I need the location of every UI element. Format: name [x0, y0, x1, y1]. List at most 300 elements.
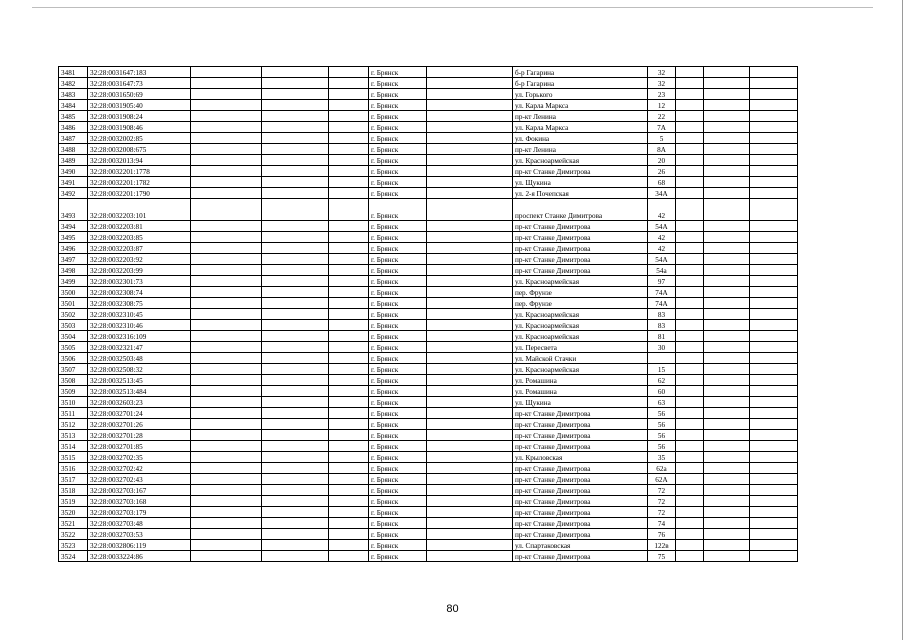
- empty-cell: [704, 67, 750, 78]
- empty-cell: [191, 375, 262, 386]
- empty-cell: [676, 386, 704, 397]
- house-number-cell: 30: [648, 342, 676, 353]
- empty-cell: [191, 452, 262, 463]
- cadastral-number-cell: 32:28:0032203:92: [88, 254, 191, 265]
- cadastral-number-cell: 32:28:0032308:74: [88, 287, 191, 298]
- city-cell: г. Брянск: [369, 111, 427, 122]
- empty-cell: [427, 496, 513, 507]
- row-number-cell: 3499: [59, 276, 88, 287]
- street-cell: пр-кт Станке Димитрова: [513, 441, 648, 452]
- empty-cell: [676, 419, 704, 430]
- house-number-cell: 42: [648, 232, 676, 243]
- table-row: [59, 386, 798, 397]
- row-number-cell: 3509: [59, 386, 88, 397]
- empty-cell: [750, 397, 798, 408]
- empty-cell: [329, 331, 369, 342]
- empty-cell: [262, 386, 329, 397]
- empty-cell: [262, 463, 329, 474]
- house-number-cell: 74А: [648, 298, 676, 309]
- house-number-cell: 122в: [648, 540, 676, 551]
- row-number-cell: 3523: [59, 540, 88, 551]
- row-number-cell: 3503: [59, 320, 88, 331]
- empty-cell: [262, 221, 329, 232]
- table-row: [59, 430, 798, 441]
- table-row: [59, 232, 798, 243]
- empty-cell: [329, 408, 369, 419]
- empty-cell: [704, 287, 750, 298]
- top-rule: [32, 7, 873, 8]
- empty-cell: [704, 320, 750, 331]
- empty-cell: [750, 166, 798, 177]
- empty-cell: [704, 276, 750, 287]
- empty-cell: [427, 540, 513, 551]
- empty-cell: [750, 496, 798, 507]
- table-row: [59, 243, 798, 254]
- table-row: [59, 177, 798, 188]
- house-number-cell: 56: [648, 441, 676, 452]
- table-row: [59, 342, 798, 353]
- row-number-cell: 3485: [59, 111, 88, 122]
- empty-cell: [704, 551, 750, 562]
- empty-cell: [704, 496, 750, 507]
- empty-cell: [750, 364, 798, 375]
- empty-cell: [676, 529, 704, 540]
- cadastral-number-cell: 32:28:0032701:28: [88, 430, 191, 441]
- empty-cell: [427, 386, 513, 397]
- empty-cell: [262, 254, 329, 265]
- house-number-cell: 32: [648, 67, 676, 78]
- table-row: [59, 441, 798, 452]
- empty-cell: [427, 364, 513, 375]
- empty-cell: [750, 540, 798, 551]
- empty-cell: [427, 331, 513, 342]
- empty-cell: [704, 221, 750, 232]
- empty-cell: [704, 430, 750, 441]
- empty-cell: [750, 485, 798, 496]
- empty-cell: [704, 232, 750, 243]
- empty-cell: [329, 485, 369, 496]
- table-row: [59, 540, 798, 551]
- table-row: [59, 463, 798, 474]
- cadastral-number-cell: 32:28:0031908:46: [88, 122, 191, 133]
- empty-cell: [750, 67, 798, 78]
- row-number-cell: 3482: [59, 78, 88, 89]
- empty-cell: [427, 485, 513, 496]
- cadastral-number-cell: 32:28:0032203:81: [88, 221, 191, 232]
- empty-cell: [750, 144, 798, 155]
- empty-cell: [329, 298, 369, 309]
- empty-cell: [329, 254, 369, 265]
- cadastral-number-cell: 32:28:0032703:167: [88, 485, 191, 496]
- empty-cell: [704, 353, 750, 364]
- house-number-cell: 32: [648, 78, 676, 89]
- house-number-cell: 56: [648, 408, 676, 419]
- city-cell: г. Брянск: [369, 485, 427, 496]
- street-cell: ул. Ромашина: [513, 375, 648, 386]
- empty-cell: [329, 232, 369, 243]
- row-number-cell: 3495: [59, 232, 88, 243]
- house-number-cell: 72: [648, 496, 676, 507]
- empty-cell: [750, 276, 798, 287]
- empty-cell: [262, 507, 329, 518]
- row-number-cell: 3511: [59, 408, 88, 419]
- empty-cell: [704, 441, 750, 452]
- empty-cell: [427, 67, 513, 78]
- empty-cell: [191, 309, 262, 320]
- empty-cell: [329, 430, 369, 441]
- empty-cell: [329, 320, 369, 331]
- empty-cell: [262, 320, 329, 331]
- row-number-cell: 3494: [59, 221, 88, 232]
- cadastral-number-cell: 32:28:0032513:484: [88, 386, 191, 397]
- empty-cell: [750, 265, 798, 276]
- empty-cell: [427, 408, 513, 419]
- row-number-cell: 3498: [59, 265, 88, 276]
- street-cell: ул. Майской Стачки: [513, 353, 648, 364]
- city-cell: г. Брянск: [369, 177, 427, 188]
- empty-cell: [750, 430, 798, 441]
- street-cell: пер. Фрунзе: [513, 298, 648, 309]
- empty-cell: [704, 507, 750, 518]
- empty-cell: [676, 375, 704, 386]
- empty-cell: [750, 287, 798, 298]
- house-number-cell: 81: [648, 331, 676, 342]
- house-number-cell: 60: [648, 386, 676, 397]
- cadastral-number-cell: 32:28:0032701:24: [88, 408, 191, 419]
- empty-cell: [750, 243, 798, 254]
- city-cell: г. Брянск: [369, 221, 427, 232]
- row-number-cell: 3508: [59, 375, 88, 386]
- empty-cell: [262, 441, 329, 452]
- empty-cell: [262, 78, 329, 89]
- street-cell: пр-кт Станке Димитрова: [513, 243, 648, 254]
- empty-cell: [329, 529, 369, 540]
- cadastral-number-cell: 32:28:0031908:24: [88, 111, 191, 122]
- house-number-cell: 42: [648, 199, 676, 221]
- city-cell: г. Брянск: [369, 331, 427, 342]
- empty-cell: [750, 177, 798, 188]
- street-cell: ул. Карла Маркса: [513, 122, 648, 133]
- empty-cell: [704, 309, 750, 320]
- city-cell: г. Брянск: [369, 540, 427, 551]
- empty-cell: [676, 78, 704, 89]
- city-cell: г. Брянск: [369, 342, 427, 353]
- cadastral-number-cell: 32:28:0032513:45: [88, 375, 191, 386]
- empty-cell: [191, 265, 262, 276]
- empty-cell: [329, 419, 369, 430]
- city-cell: г. Брянск: [369, 199, 427, 221]
- table-row: [59, 67, 798, 78]
- empty-cell: [427, 518, 513, 529]
- street-cell: пр-кт Станке Димитрова: [513, 221, 648, 232]
- row-number-cell: 3493: [59, 199, 88, 221]
- empty-cell: [191, 188, 262, 199]
- street-cell: пр-кт Станке Димитрова: [513, 496, 648, 507]
- empty-cell: [427, 287, 513, 298]
- house-number-cell: 62: [648, 375, 676, 386]
- empty-cell: [427, 320, 513, 331]
- city-cell: г. Брянск: [369, 353, 427, 364]
- empty-cell: [704, 529, 750, 540]
- house-number-cell: 5: [648, 133, 676, 144]
- empty-cell: [676, 298, 704, 309]
- empty-cell: [427, 89, 513, 100]
- table-row: [59, 111, 798, 122]
- row-number-cell: 3517: [59, 474, 88, 485]
- empty-cell: [262, 188, 329, 199]
- empty-cell: [262, 199, 329, 221]
- empty-cell: [750, 122, 798, 133]
- empty-cell: [191, 353, 262, 364]
- empty-cell: [676, 320, 704, 331]
- table-row: [59, 309, 798, 320]
- street-cell: ул. Карла Маркса: [513, 100, 648, 111]
- street-cell: пр-кт Станке Димитрова: [513, 232, 648, 243]
- empty-cell: [427, 441, 513, 452]
- street-cell: пер. Фрунзе: [513, 287, 648, 298]
- empty-cell: [427, 375, 513, 386]
- table-row: [59, 496, 798, 507]
- registry-body: [59, 67, 798, 562]
- house-number-cell: 83: [648, 309, 676, 320]
- empty-cell: [191, 78, 262, 89]
- empty-cell: [329, 122, 369, 133]
- empty-cell: [329, 375, 369, 386]
- house-number-cell: 56: [648, 419, 676, 430]
- empty-cell: [750, 199, 798, 221]
- cadastral-number-cell: 32:28:0032703:168: [88, 496, 191, 507]
- empty-cell: [750, 386, 798, 397]
- city-cell: г. Брянск: [369, 276, 427, 287]
- table-row: [59, 221, 798, 232]
- table-row: [59, 551, 798, 562]
- street-cell: пр-кт Станке Димитрова: [513, 474, 648, 485]
- empty-cell: [262, 100, 329, 111]
- house-number-cell: 7А: [648, 122, 676, 133]
- empty-cell: [427, 452, 513, 463]
- empty-cell: [704, 463, 750, 474]
- empty-cell: [676, 89, 704, 100]
- empty-cell: [262, 540, 329, 551]
- empty-cell: [750, 188, 798, 199]
- empty-cell: [262, 155, 329, 166]
- empty-cell: [704, 386, 750, 397]
- table-row: [59, 331, 798, 342]
- empty-cell: [427, 243, 513, 254]
- city-cell: г. Брянск: [369, 507, 427, 518]
- empty-cell: [704, 111, 750, 122]
- empty-cell: [676, 199, 704, 221]
- empty-cell: [262, 276, 329, 287]
- empty-cell: [676, 221, 704, 232]
- empty-cell: [427, 199, 513, 221]
- empty-cell: [262, 309, 329, 320]
- empty-cell: [676, 122, 704, 133]
- city-cell: г. Брянск: [369, 452, 427, 463]
- empty-cell: [676, 100, 704, 111]
- empty-cell: [676, 430, 704, 441]
- cadastral-number-cell: 32:28:0032703:48: [88, 518, 191, 529]
- table-row: [59, 265, 798, 276]
- empty-cell: [329, 551, 369, 562]
- city-cell: г. Брянск: [369, 419, 427, 430]
- empty-cell: [704, 408, 750, 419]
- city-cell: г. Брянск: [369, 529, 427, 540]
- cadastral-number-cell: 32:28:0032203:85: [88, 232, 191, 243]
- empty-cell: [191, 298, 262, 309]
- empty-cell: [676, 188, 704, 199]
- street-cell: ул. Горького: [513, 89, 648, 100]
- house-number-cell: 76: [648, 529, 676, 540]
- empty-cell: [427, 122, 513, 133]
- city-cell: г. Брянск: [369, 298, 427, 309]
- cadastral-number-cell: 32:28:0032203:87: [88, 243, 191, 254]
- cadastral-number-cell: 32:28:0032508:32: [88, 364, 191, 375]
- table-row: [59, 199, 798, 221]
- empty-cell: [676, 408, 704, 419]
- empty-cell: [704, 78, 750, 89]
- empty-cell: [329, 133, 369, 144]
- cadastral-number-cell: 32:28:0032201:1778: [88, 166, 191, 177]
- empty-cell: [427, 166, 513, 177]
- empty-cell: [191, 397, 262, 408]
- empty-cell: [704, 243, 750, 254]
- empty-cell: [427, 265, 513, 276]
- empty-cell: [329, 540, 369, 551]
- empty-cell: [750, 309, 798, 320]
- empty-cell: [191, 419, 262, 430]
- table-row: [59, 155, 798, 166]
- table-row: [59, 507, 798, 518]
- empty-cell: [329, 89, 369, 100]
- house-number-cell: 23: [648, 89, 676, 100]
- row-number-cell: 3520: [59, 507, 88, 518]
- empty-cell: [704, 364, 750, 375]
- empty-cell: [750, 463, 798, 474]
- street-cell: пр-кт Станке Димитрова: [513, 408, 648, 419]
- empty-cell: [329, 441, 369, 452]
- street-cell: пр-кт Станке Димитрова: [513, 507, 648, 518]
- empty-cell: [191, 364, 262, 375]
- table-row: [59, 78, 798, 89]
- row-number-cell: 3481: [59, 67, 88, 78]
- table-row: [59, 518, 798, 529]
- empty-cell: [427, 309, 513, 320]
- empty-cell: [704, 100, 750, 111]
- cadastral-number-cell: 32:28:0032002:85: [88, 133, 191, 144]
- empty-cell: [191, 166, 262, 177]
- house-number-cell: 68: [648, 177, 676, 188]
- cadastral-number-cell: 32:28:0032201:1790: [88, 188, 191, 199]
- city-cell: г. Брянск: [369, 243, 427, 254]
- empty-cell: [750, 111, 798, 122]
- table-row: [59, 375, 798, 386]
- street-cell: б-р Гагарина: [513, 67, 648, 78]
- table-row: [59, 287, 798, 298]
- empty-cell: [262, 166, 329, 177]
- cadastral-number-cell: 32:28:0032013:94: [88, 155, 191, 166]
- row-number-cell: 3514: [59, 441, 88, 452]
- empty-cell: [191, 111, 262, 122]
- empty-cell: [750, 408, 798, 419]
- empty-cell: [262, 133, 329, 144]
- empty-cell: [191, 254, 262, 265]
- empty-cell: [750, 320, 798, 331]
- row-number-cell: 3506: [59, 353, 88, 364]
- empty-cell: [329, 342, 369, 353]
- city-cell: г. Брянск: [369, 133, 427, 144]
- city-cell: г. Брянск: [369, 166, 427, 177]
- empty-cell: [191, 287, 262, 298]
- empty-cell: [704, 254, 750, 265]
- empty-cell: [262, 287, 329, 298]
- empty-cell: [676, 551, 704, 562]
- city-cell: г. Брянск: [369, 67, 427, 78]
- scan-edge: [902, 0, 903, 640]
- empty-cell: [191, 496, 262, 507]
- row-number-cell: 3497: [59, 254, 88, 265]
- empty-cell: [191, 155, 262, 166]
- empty-cell: [262, 353, 329, 364]
- row-number-cell: 3512: [59, 419, 88, 430]
- empty-cell: [676, 177, 704, 188]
- empty-cell: [704, 122, 750, 133]
- cadastral-number-cell: 32:28:0032008:675: [88, 144, 191, 155]
- empty-cell: [750, 474, 798, 485]
- city-cell: г. Брянск: [369, 463, 427, 474]
- cadastral-number-cell: 32:28:0032203:101: [88, 199, 191, 221]
- cadastral-number-cell: 32:28:0032308:75: [88, 298, 191, 309]
- empty-cell: [191, 276, 262, 287]
- row-number-cell: 3484: [59, 100, 88, 111]
- row-number-cell: 3507: [59, 364, 88, 375]
- row-number-cell: 3513: [59, 430, 88, 441]
- cadastral-number-cell: 32:28:0032503:48: [88, 353, 191, 364]
- empty-cell: [676, 353, 704, 364]
- empty-cell: [750, 529, 798, 540]
- empty-cell: [676, 232, 704, 243]
- table-row: [59, 298, 798, 309]
- empty-cell: [676, 243, 704, 254]
- empty-cell: [427, 430, 513, 441]
- cadastral-number-cell: 32:28:0032702:42: [88, 463, 191, 474]
- empty-cell: [676, 507, 704, 518]
- street-cell: пр-кт Станке Димитрова: [513, 430, 648, 441]
- table-row: [59, 89, 798, 100]
- empty-cell: [676, 485, 704, 496]
- cadastral-number-cell: 32:28:0032702:43: [88, 474, 191, 485]
- empty-cell: [427, 397, 513, 408]
- cadastral-number-cell: 32:28:0032310:46: [88, 320, 191, 331]
- empty-cell: [329, 386, 369, 397]
- empty-cell: [329, 243, 369, 254]
- empty-cell: [427, 463, 513, 474]
- empty-cell: [750, 551, 798, 562]
- empty-cell: [750, 375, 798, 386]
- empty-cell: [704, 298, 750, 309]
- empty-cell: [427, 529, 513, 540]
- empty-cell: [750, 221, 798, 232]
- empty-cell: [191, 122, 262, 133]
- empty-cell: [262, 298, 329, 309]
- empty-cell: [191, 485, 262, 496]
- empty-cell: [704, 155, 750, 166]
- house-number-cell: 42: [648, 243, 676, 254]
- street-cell: ул. Красноармейская: [513, 276, 648, 287]
- city-cell: г. Брянск: [369, 188, 427, 199]
- empty-cell: [262, 419, 329, 430]
- cadastral-number-cell: 32:28:0032316:109: [88, 331, 191, 342]
